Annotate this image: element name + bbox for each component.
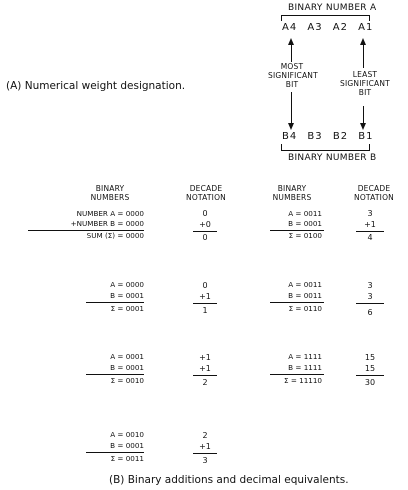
right-2-ds: 30 [364, 378, 376, 387]
left-1-d1: 0 [202, 281, 208, 290]
right-0-d1: 3 [367, 209, 373, 218]
right-1-ds: 6 [367, 308, 373, 317]
right-0-a: A = 0011 [288, 209, 322, 218]
left-0-a: NUMBER A = 0000 [76, 209, 144, 218]
right-2-b: B = 1111 [288, 363, 322, 372]
lsb-label: LEAST SIGNIFICANT BIT [340, 70, 390, 97]
bit-a3: A3 [307, 22, 323, 33]
bit-a2: A2 [332, 22, 348, 33]
figure-a-caption: (A) Numerical weight designation. [6, 80, 186, 92]
left-1-d2: +1 [199, 292, 211, 301]
right-0-b: B = 0001 [288, 219, 322, 228]
bit-b1: B1 [358, 131, 374, 142]
left-2-b: B = 0001 [110, 363, 144, 372]
header-decade-notation-left: DECADE NOTATION [186, 184, 226, 202]
left-2-ds: 2 [202, 378, 208, 387]
left-2-sum: Σ = 0010 [110, 376, 144, 385]
bit-b3: B3 [307, 131, 323, 142]
bit-a4: A4 [282, 22, 298, 33]
left-2-d1: +1 [199, 353, 211, 362]
left-1-a: A = 0000 [110, 280, 144, 289]
left-3-a: A = 0010 [110, 430, 144, 439]
left-3-ds: 3 [202, 456, 208, 465]
left-0-d1: 0 [202, 209, 208, 218]
left-0-d2: +0 [199, 220, 211, 229]
figure-b-caption: (B) Binary additions and decimal equivalents. [109, 474, 349, 486]
left-3-d1: 2 [202, 431, 208, 440]
right-2-d1: 15 [364, 353, 376, 362]
right-0-ds: 4 [367, 233, 373, 242]
right-1-sum: Σ = 0110 [288, 304, 322, 313]
header-binary-numbers-right: BINARY NUMBERS [272, 184, 312, 202]
left-0-ds: 0 [202, 233, 208, 242]
left-1-b: B = 0001 [110, 291, 144, 300]
lsb-down-arrow-icon [360, 123, 366, 130]
left-3-d2: +1 [199, 442, 211, 451]
right-1-a: A = 0011 [288, 280, 322, 289]
left-1-ds: 1 [202, 306, 208, 315]
right-1-b: B = 0011 [288, 291, 322, 300]
b-bits-row [282, 131, 374, 142]
right-2-a: A = 1111 [288, 352, 322, 361]
left-3-sum: Σ = 0011 [110, 454, 144, 463]
right-2-sum: Σ = 11110 [284, 376, 322, 385]
msb-down-arrow-icon [288, 123, 294, 130]
left-1-sum: Σ = 0001 [110, 304, 144, 313]
binary-number-b-label: BINARY NUMBER B [288, 153, 377, 163]
right-1-d1: 3 [367, 281, 373, 290]
binary-number-a-label: BINARY NUMBER A [288, 3, 377, 13]
top-bracket [281, 15, 370, 16]
header-decade-notation-right: DECADE NOTATION [354, 184, 394, 202]
bit-b2: B2 [332, 131, 349, 142]
left-2-d2: +1 [199, 364, 211, 373]
header-binary-numbers-left: BINARY NUMBERS [90, 184, 130, 202]
left-3-b: B = 0001 [110, 441, 144, 450]
bit-a1: A1 [358, 22, 374, 33]
right-0-sum: Σ = 0100 [288, 231, 322, 240]
left-0-b: +NUMBER B = 0000 [70, 219, 144, 228]
left-0-sum: SUM (Σ) = 0000 [86, 231, 144, 240]
bit-b4: B4 [282, 131, 298, 142]
msb-label: MOST SIGNIFICANT BIT [268, 62, 318, 89]
left-2-a: A = 0001 [110, 352, 144, 361]
right-2-d2: 15 [364, 364, 376, 373]
bottom-bracket [281, 150, 370, 151]
a-bits-row [282, 22, 373, 33]
right-1-d2: 3 [367, 292, 373, 301]
right-0-d2: +1 [364, 220, 376, 229]
